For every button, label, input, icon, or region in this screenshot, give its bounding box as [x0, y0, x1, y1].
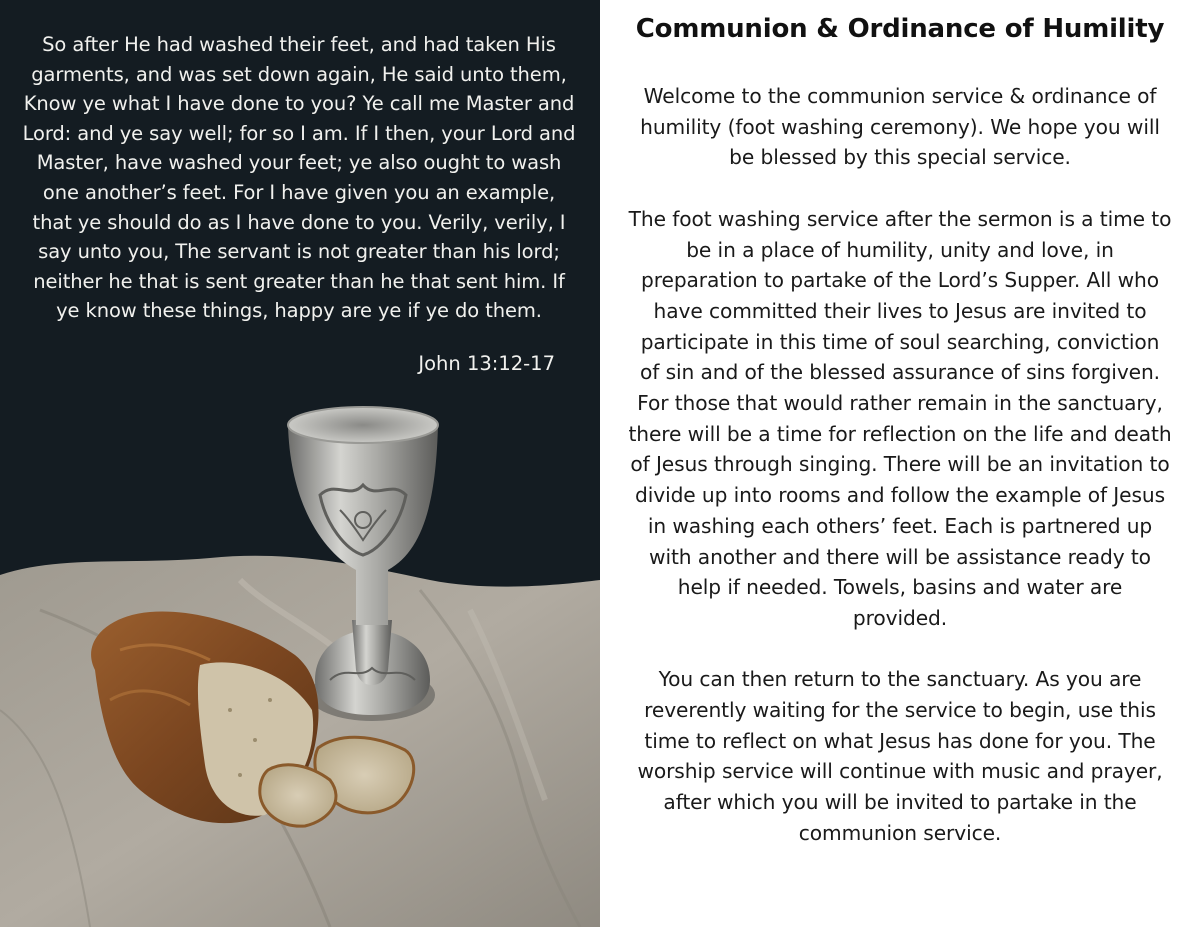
- scripture-reference: John 13:12-17: [418, 352, 555, 375]
- return-sanctuary-paragraph: You can then return to the sanctuary. As you are reverently waiting for the service to begin, use this time to reflect on what Jesus has done for you. The worship service will continue with music and prayer, after which you will be invited to partake in the communion service.: [637, 667, 1163, 845]
- page-title: Communion & Ordinance of Humility: [635, 14, 1165, 44]
- info-panel: [600, 0, 1200, 927]
- info-body: [628, 81, 1172, 879]
- welcome-paragraph: Welcome to the communion service & ordinance of humility (foot washing ceremony). We hope you will be blessed by this special service.: [640, 84, 1160, 170]
- communion-photo: [0, 380, 600, 927]
- foot-washing-paragraph: The foot washing service after the sermon is a time to be in a place of humility, unity and love, in preparation to partake of the Lord’s Supper. All who have committed their lives to Jesus are invited to participate in this time of soul searching, conviction of sin and of the blessed assurance of sins forgiven. For those that would rather remain in the sanctuary, there will be a time for reflection on the life and death of Jesus through singing. There will be an invitation to divide up into rooms and follow the example of Jesus in washing each others’ feet. Each is partnered up with another and there will be assistance ready to help if needed. Towels, basins and water are provided.: [628, 206, 1172, 630]
- scripture-quote: So after He had washed their feet, and had taken His garments, and was set down again, He said unto them, Know ye what I have done to you? Ye call me Master and Lord: and ye say well; for so I am. If I then, your Lord and Master, have washed your feet; ye also ought to wash one another’s feet. For I have given you an example, that ye should do as I have done to you. Verily, verily, I say unto you, The servant is not greater than his lord; neither he that is sent greater than he that sent him. If ye know these things, happy are ye if ye do them.: [22, 33, 576, 323]
